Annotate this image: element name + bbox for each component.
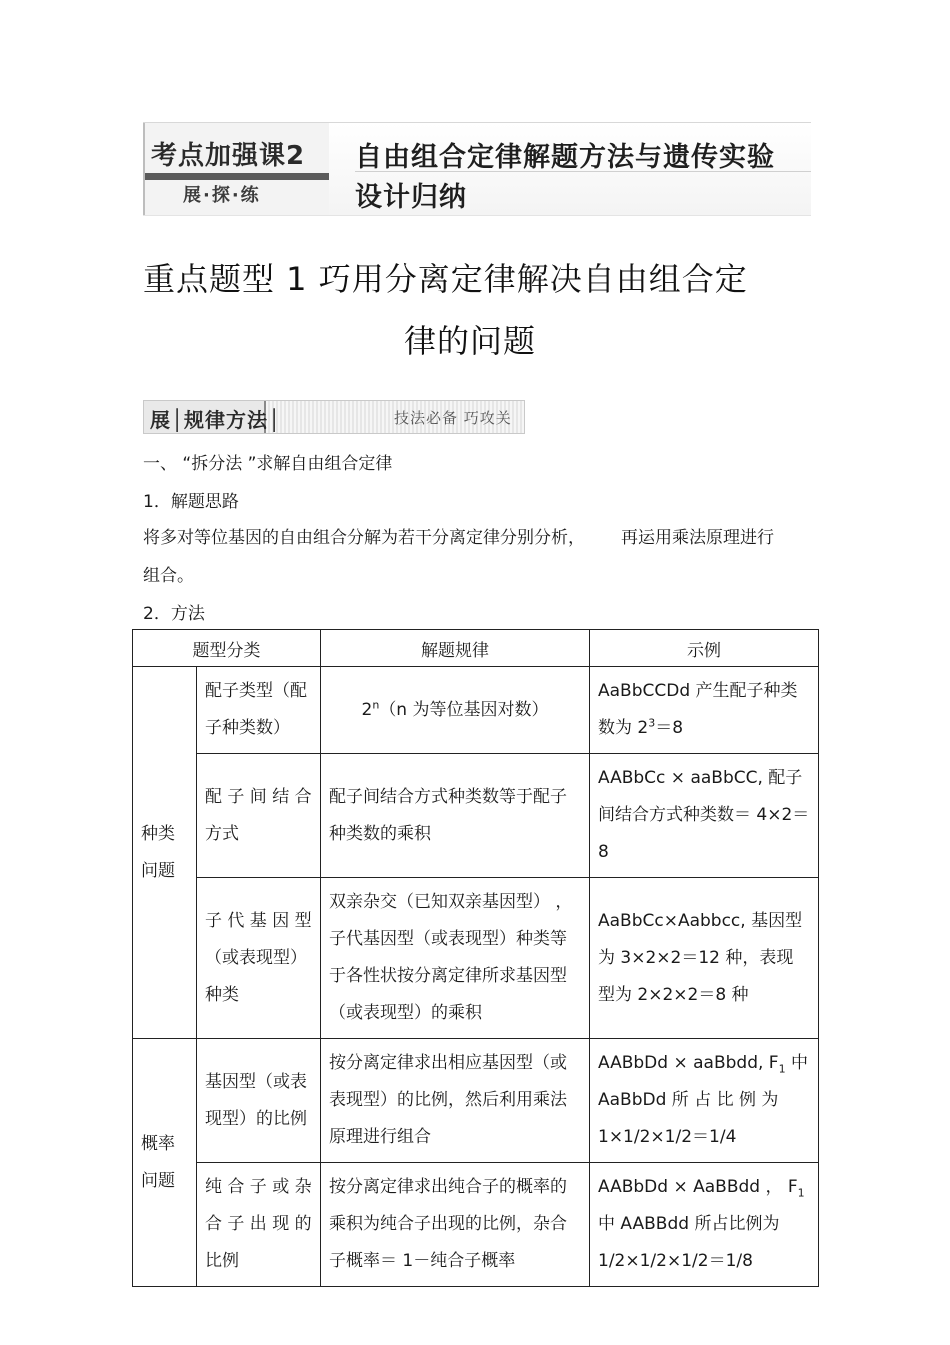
paragraph-line1-a: 将多对等位基因的自由组合分解为若干分离定律分别分析， bbox=[143, 528, 585, 548]
paragraph-line1 bbox=[143, 523, 774, 548]
row1-example-result: ＝8 bbox=[655, 718, 684, 738]
row3-category: 子 代 基 因 型（或表现型）种类 bbox=[197, 878, 321, 1039]
row5-example bbox=[590, 1163, 819, 1287]
group-kind-label: 种类问题 bbox=[141, 823, 175, 881]
table-header-row bbox=[133, 630, 819, 667]
row1-rule bbox=[321, 667, 590, 754]
row4-category: 基因型（或表现型）的比例 bbox=[197, 1039, 321, 1163]
subsection-title: 一、 “拆分法 ”求解自由组合定律 bbox=[143, 454, 393, 474]
method-badge-label: 展│规律方法│ bbox=[150, 408, 282, 432]
table-row bbox=[133, 1163, 819, 1287]
row1-rule-exp: n bbox=[372, 697, 380, 711]
row4-example-text: AABbDd × aaBbdd, F bbox=[598, 1053, 779, 1073]
group-kind bbox=[133, 667, 197, 1039]
row1-example bbox=[590, 667, 819, 754]
row4-example-result: 中 AaBbDd 所 占 比 例 为 1×1/2×1/2＝1/4 bbox=[598, 1053, 808, 1147]
row2-rule: 配子间结合方式种类数等于配子种类数的乘积 bbox=[321, 754, 590, 878]
table-row bbox=[133, 754, 819, 878]
row5-example-sub: 1 bbox=[797, 1186, 805, 1200]
row4-rule: 按分离定律求出相应基因型（或表现型）的比例，然后利用乘法原理进行组合 bbox=[321, 1039, 590, 1163]
row1-category: 配子类型（配子种类数） bbox=[197, 667, 321, 754]
row1-example-exp: 3 bbox=[648, 716, 656, 730]
banner-title-line1: 自由组合定律解题方法与遗传实验 bbox=[355, 142, 775, 173]
paragraph-line2: 组合。 bbox=[143, 566, 194, 586]
row2-example: AABbCc × aaBbCC, 配子间结合方式种类数＝ 4×2＝8 bbox=[590, 754, 819, 878]
chapter-banner bbox=[143, 122, 811, 216]
group-prob bbox=[133, 1039, 197, 1287]
header-example: 示例 bbox=[590, 630, 819, 667]
section-heading-line2: 律的问题 bbox=[404, 322, 537, 360]
row5-example-result: 中 AABBdd 所占比例为 1/2×1/2×1/2＝1/8 bbox=[598, 1214, 780, 1271]
item-2-title: 2．方法 bbox=[143, 604, 205, 624]
method-badge bbox=[143, 400, 525, 434]
header-category: 题型分类 bbox=[133, 630, 321, 667]
row1-rule-note: （n 为等位基因对数） bbox=[379, 699, 549, 720]
row5-example-text: AABbDd × AaBBdd ， F bbox=[598, 1177, 798, 1197]
paragraph-line1-b: 再运用乘法原理进行 bbox=[621, 528, 774, 548]
item-1-title: 1．解题思路 bbox=[143, 492, 239, 512]
row2-category: 配 子 间 结 合方式 bbox=[197, 754, 321, 878]
row4-example bbox=[590, 1039, 819, 1163]
row5-rule: 按分离定律求出纯合子的概率的乘积为纯合子出现的比例，杂合子概率＝ 1－纯合子概率 bbox=[321, 1163, 590, 1287]
row4-example-sub: 1 bbox=[778, 1062, 786, 1076]
row5-category: 纯 合 子 或 杂合 子 出 现 的比例 bbox=[197, 1163, 321, 1287]
row3-rule: 双亲杂交（已知双亲基因型） ，子代基因型（或表现型）种类等于各性状按分离定律所求基因型（或表现型）的乘积 bbox=[321, 878, 590, 1039]
table-row bbox=[133, 1039, 819, 1163]
banner-course-block bbox=[143, 123, 329, 215]
section-heading-line1: 重点题型 1 巧用分离定律解决自由组合定 bbox=[143, 260, 748, 298]
row3-example: AaBbCc×Aabbcc, 基因型为 3×2×2＝12 种，表现型为 2×2×2＝8 种 bbox=[590, 878, 819, 1039]
row1-rule-base: 2 bbox=[361, 699, 373, 720]
method-badge-main bbox=[144, 401, 282, 433]
banner-title-line2: 设计归纳 bbox=[355, 182, 467, 213]
row1-example-text: AaBbCCDd 产生配子种类数为 2 bbox=[598, 681, 798, 738]
group-prob-label: 概率问题 bbox=[141, 1133, 175, 1191]
table-row bbox=[133, 667, 819, 754]
method-table bbox=[132, 629, 819, 1287]
table-row bbox=[133, 878, 819, 1039]
banner-sub-label: 展·探·练 bbox=[183, 185, 261, 206]
method-badge-tag: 技法必备 巧攻关 bbox=[394, 409, 512, 427]
banner-stripe bbox=[145, 173, 329, 180]
banner-course-label: 考点加强课2 bbox=[151, 141, 306, 171]
header-rule: 解题规律 bbox=[321, 630, 590, 667]
